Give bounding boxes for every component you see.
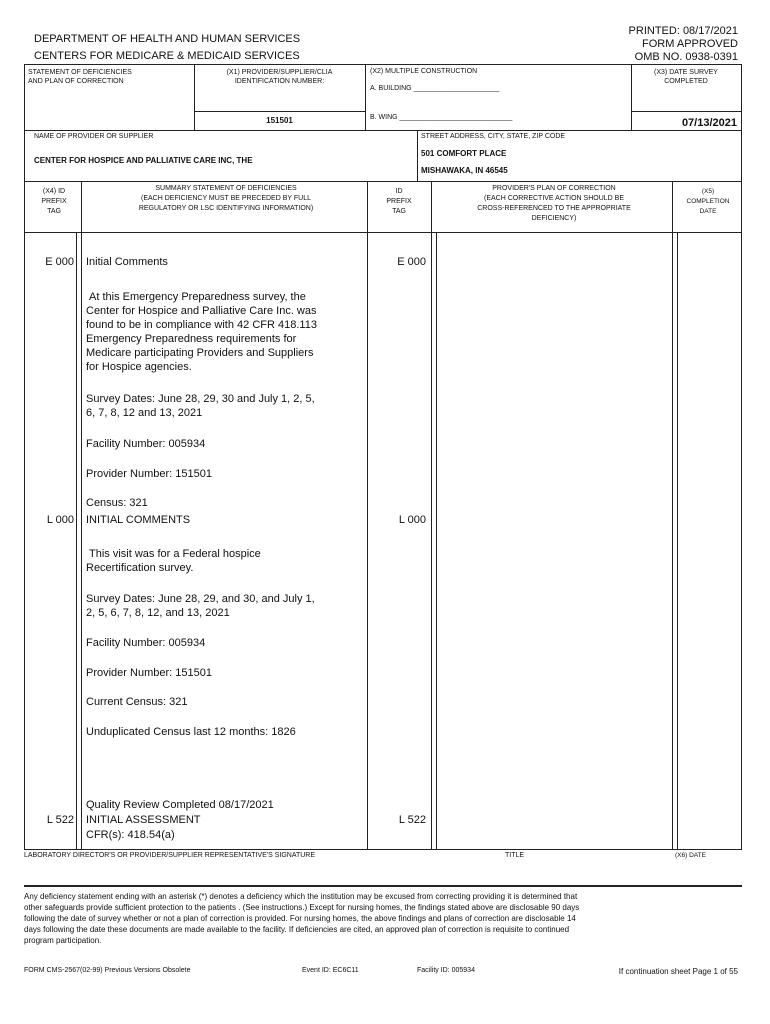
signature-row-top bbox=[24, 849, 742, 850]
top-table-divider bbox=[24, 130, 742, 131]
provider-id: 151501 bbox=[266, 116, 293, 125]
l522-id: L 522 bbox=[398, 814, 426, 826]
address-label: STREET ADDRESS, CITY, STATE, ZIP CODE bbox=[421, 133, 566, 140]
l000-current-census: Current Census: 321 bbox=[86, 696, 188, 708]
provider-name-label: NAME OF PROVIDER OR SUPPLIER bbox=[34, 133, 154, 140]
e000-provider-number: Provider Number: 151501 bbox=[86, 468, 212, 480]
body-divider-1 bbox=[81, 181, 82, 849]
page-continuation: If continuation sheet Page 1 of 55 bbox=[618, 967, 738, 976]
address-line-2: MISHAWAKA, IN 46545 bbox=[421, 166, 508, 175]
l000-provider-number: Provider Number: 151501 bbox=[86, 667, 212, 679]
l000-paragraph: This visit was for a Federal hospice Recertification survey. bbox=[86, 548, 261, 574]
summary-header: SUMMARY STATEMENT OF DEFICIENCIES (EACH DEFICIENCY MUST BE PRECEDED BY FULL REGULATORY OR LSC IDENTIFYING INFORMATION) bbox=[138, 185, 314, 212]
divider-x3 bbox=[631, 64, 632, 130]
name-row-divider bbox=[24, 181, 742, 182]
top-table-border bbox=[24, 64, 742, 65]
signature-label: LABORATORY DIRECTOR'S OR PROVIDER/SUPPLIER REPRESENTATIVE'S SIGNATURE bbox=[24, 852, 316, 859]
right-border bbox=[741, 64, 742, 849]
divider-address bbox=[417, 130, 418, 181]
omb-number: OMB NO. 0938-0391 bbox=[634, 51, 738, 63]
wing-label: B. WING _____________________________ bbox=[370, 114, 513, 121]
x3-label: (X3) DATE SURVEY COMPLETED bbox=[654, 69, 718, 85]
form-number: FORM CMS-2567(02-99) Previous Versions Obsolete bbox=[24, 967, 191, 974]
body-divider-5 bbox=[436, 232, 437, 849]
date-label: (X6) DATE bbox=[675, 852, 706, 859]
l000-title: INITIAL COMMENTS bbox=[86, 514, 191, 526]
divider-x1 bbox=[194, 64, 195, 130]
column-header-divider bbox=[24, 232, 742, 233]
l000-unduplicated-census: Unduplicated Census last 12 months: 1826 bbox=[86, 726, 296, 738]
l522-tag: L 522 bbox=[46, 814, 74, 826]
body-divider-6 bbox=[677, 232, 678, 849]
l522-title: INITIAL ASSESSMENT bbox=[86, 814, 201, 826]
e000-id: E 000 bbox=[397, 256, 426, 268]
x1-label: (X1) PROVIDER/SUPPLIER/CLIA IDENTIFICATION NUMBER: bbox=[226, 69, 333, 85]
plan-header: PROVIDER'S PLAN OF CORRECTION (EACH CORRECTIVE ACTION SHOULD BE CROSS-REFERENCED TO THE APPROPRIATE DEFICIENCY) bbox=[477, 185, 631, 222]
l522-cfr: CFR(s): 418.54(a) bbox=[86, 829, 175, 841]
e000-paragraph: At this Emergency Preparedness survey, the Center for Hospice and Palliative Care Inc. was found to be in compliance with 42 CFR 418.113 Emergency Preparedness requirements for Medicare participating Providers and Suppliers for Hospice agencies. bbox=[86, 291, 317, 373]
event-id: Event ID: EC6C11 bbox=[302, 967, 359, 974]
building-label: A. BUILDING ______________________ bbox=[370, 85, 500, 92]
form-approved: FORM APPROVED bbox=[642, 38, 738, 50]
agency-title: CENTERS FOR MEDICARE & MEDICAID SERVICES bbox=[34, 50, 300, 62]
l000-id: L 000 bbox=[398, 514, 426, 526]
body-divider-3 bbox=[431, 181, 432, 849]
l000-quality-review: Quality Review Completed 08/17/2021 bbox=[86, 799, 274, 811]
department-title: DEPARTMENT OF HEALTH AND HUMAN SERVICES bbox=[34, 33, 301, 45]
left-border bbox=[24, 64, 25, 849]
l000-survey-dates: Survey Dates: June 28, 29, and 30, and July 1, 2, 5, 6, 7, 8, 12, and 13, 2021 bbox=[86, 593, 315, 619]
x5-header: (X5) COMPLETION DATE bbox=[686, 188, 730, 215]
l000-tag: L 000 bbox=[46, 514, 74, 526]
body-divider-4 bbox=[672, 181, 673, 849]
body-divider-7 bbox=[76, 232, 77, 849]
x4-header: (X4) ID PREFIX TAG bbox=[41, 188, 67, 215]
x2-label: (X2) MULTIPLE CONSTRUCTION bbox=[370, 68, 478, 75]
disclaimer-text: Any deficiency statement ending with an asterisk (*) denotes a deficiency which the institution may be excused from correcting providing it is determined that other safeguards provide sufficient protection to the patients . (See instructions.) Except for nursing homes, the findings stated above are disclosable 90 days following the date of survey whether or not a plan of correction is provided. For nursing homes, the above findings and plans of correction are disclosable 14 days following the date these documents are made available to the facility. If deficiencies are cited, an approved plan of correction is requisite to continued program participation. bbox=[24, 892, 580, 945]
e000-facility-number: Facility Number: 005934 bbox=[86, 438, 206, 450]
statement-label: STATEMENT OF DEFICIENCIES AND PLAN OF CORRECTION bbox=[28, 69, 132, 85]
printed-date: PRINTED: 08/17/2021 bbox=[628, 25, 738, 37]
e000-census: Census: 321 bbox=[86, 497, 148, 509]
title-label: TITLE bbox=[505, 852, 525, 859]
facility-id: Facility ID: 005934 bbox=[417, 967, 475, 974]
signature-row-bottom bbox=[24, 885, 742, 887]
l000-facility-number: Facility Number: 005934 bbox=[86, 637, 206, 649]
survey-completed-date: 07/13/2021 bbox=[681, 117, 737, 129]
id-header: ID PREFIX TAG bbox=[386, 188, 412, 215]
e000-title: Initial Comments bbox=[86, 256, 168, 268]
provider-name: CENTER FOR HOSPICE AND PALLIATIVE CARE INC, THE bbox=[34, 156, 253, 165]
x1-value-rule bbox=[194, 111, 365, 112]
x3-value-rule bbox=[631, 111, 741, 112]
divider-x2 bbox=[365, 64, 366, 130]
address-line-1: 501 COMFORT PLACE bbox=[421, 149, 507, 158]
e000-survey-dates: Survey Dates: June 28, 29, 30 and July 1, 2, 5, 6, 7, 8, 12 and 13, 2021 bbox=[86, 393, 315, 419]
e000-tag: E 000 bbox=[45, 256, 74, 268]
